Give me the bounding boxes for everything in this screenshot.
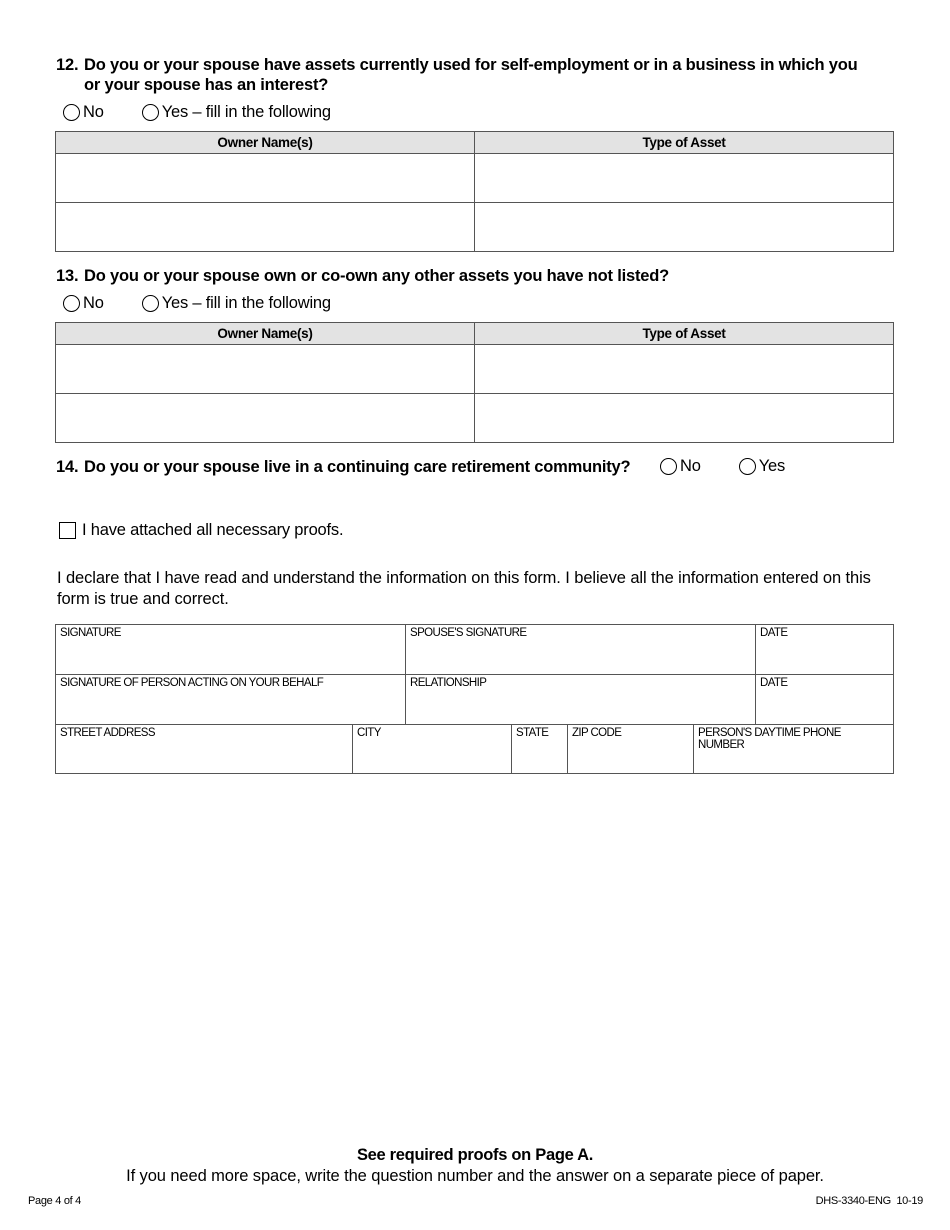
type-of-asset-cell[interactable]: [475, 154, 894, 203]
city-label: CITY: [357, 727, 381, 739]
date-field[interactable]: [755, 624, 894, 675]
owner-names-cell[interactable]: [56, 203, 475, 252]
behalf-date-field[interactable]: [755, 674, 894, 725]
type-of-asset-cell[interactable]: [475, 345, 894, 394]
q14-text: Do you or your spouse live in a continuing care retirement community?: [84, 458, 631, 476]
proofs-checkbox[interactable]: [59, 522, 76, 539]
q13-no-option[interactable]: [63, 294, 104, 313]
q14-yes-label: Yes: [758, 457, 786, 475]
q12-text: Do you or your spouse have assets currently used for self-employment or in a business in which you or your spouse has an interest?: [84, 56, 858, 94]
q12-number: 12.: [56, 56, 79, 74]
owner-names-header: Owner Name(s): [56, 132, 475, 154]
signature-label: SIGNATURE: [60, 627, 121, 639]
table-row: [56, 203, 894, 252]
street-address-field[interactable]: [55, 724, 353, 774]
page-number: Page 4 of 4: [28, 1195, 81, 1207]
q13-asset-table: [55, 322, 894, 443]
state-field[interactable]: [511, 724, 568, 774]
zip-code-label: ZIP CODE: [572, 727, 622, 739]
table-header-row: [56, 132, 894, 154]
q13-no-radio[interactable]: [63, 295, 80, 312]
spouse-signature-field[interactable]: [405, 624, 756, 675]
type-of-asset-cell[interactable]: [475, 203, 894, 252]
q13-question: [56, 266, 876, 286]
behalf-signature-label: SIGNATURE OF PERSON ACTING ON YOUR BEHALF: [60, 677, 324, 689]
q14-no-label: No: [680, 457, 701, 475]
behalf-signature-field[interactable]: [55, 674, 406, 725]
q12-asset-table: [55, 131, 894, 252]
q12-yes-radio[interactable]: [142, 104, 159, 121]
q12-options: [63, 103, 331, 122]
q13-yes-option[interactable]: [142, 294, 331, 313]
q14-yes-option[interactable]: [739, 457, 785, 476]
table-row: [56, 394, 894, 443]
state-label: STATE: [516, 727, 549, 739]
owner-names-cell[interactable]: [56, 394, 475, 443]
q13-no-label: No: [83, 294, 104, 312]
phone-field[interactable]: [693, 724, 894, 774]
zip-code-field[interactable]: [567, 724, 694, 774]
q14-yes-radio[interactable]: [739, 458, 756, 475]
owner-names-cell[interactable]: [56, 154, 475, 203]
q13-yes-label: Yes – fill in the following: [161, 294, 331, 312]
q13-options: [63, 294, 331, 313]
type-of-asset-header: Type of Asset: [475, 323, 894, 345]
q12-question: [56, 55, 876, 95]
type-of-asset-header: Type of Asset: [475, 132, 894, 154]
relationship-label: RELATIONSHIP: [410, 677, 487, 689]
declaration-text: I declare that I have read and understand the information on this form. I believe all the information entered on this form is true and correct.: [57, 569, 871, 608]
form-id: DHS-3340-ENG 10-19: [815, 1195, 923, 1207]
q12-no-option[interactable]: [63, 103, 104, 122]
q12-no-label: No: [83, 103, 104, 121]
street-address-label: STREET ADDRESS: [60, 727, 155, 739]
date-label: DATE: [760, 627, 788, 639]
q13-number: 13.: [56, 267, 79, 285]
table-header-row: [56, 323, 894, 345]
q12-no-radio[interactable]: [63, 104, 80, 121]
q12-yes-option[interactable]: [142, 103, 331, 122]
q14-question: [56, 457, 656, 477]
q14-options: [660, 457, 785, 476]
relationship-field[interactable]: [405, 674, 756, 725]
table-row: [56, 154, 894, 203]
q14-no-option[interactable]: [660, 457, 701, 476]
more-space-note: If you need more space, write the question number and the answer on a separate piece of paper.: [126, 1167, 824, 1185]
q13-text: Do you or your spouse own or co-own any other assets you have not listed?: [84, 267, 669, 285]
spouse-signature-label: SPOUSE'S SIGNATURE: [410, 627, 527, 639]
owner-names-header: Owner Name(s): [56, 323, 475, 345]
type-of-asset-cell[interactable]: [475, 394, 894, 443]
signature-field[interactable]: [55, 624, 406, 675]
q13-yes-radio[interactable]: [142, 295, 159, 312]
see-proofs-note: See required proofs on Page A.: [356, 1146, 594, 1164]
q14-number: 14.: [56, 458, 79, 476]
owner-names-cell[interactable]: [56, 345, 475, 394]
phone-label: PERSON'S DAYTIME PHONE NUMBER: [698, 727, 841, 751]
q14-no-radio[interactable]: [660, 458, 677, 475]
table-row: [56, 345, 894, 394]
proofs-checkbox-option[interactable]: [59, 521, 343, 540]
proofs-checkbox-label: I have attached all necessary proofs.: [82, 521, 344, 539]
q12-yes-label: Yes – fill in the following: [161, 103, 331, 121]
city-field[interactable]: [352, 724, 512, 774]
behalf-date-label: DATE: [760, 677, 788, 689]
